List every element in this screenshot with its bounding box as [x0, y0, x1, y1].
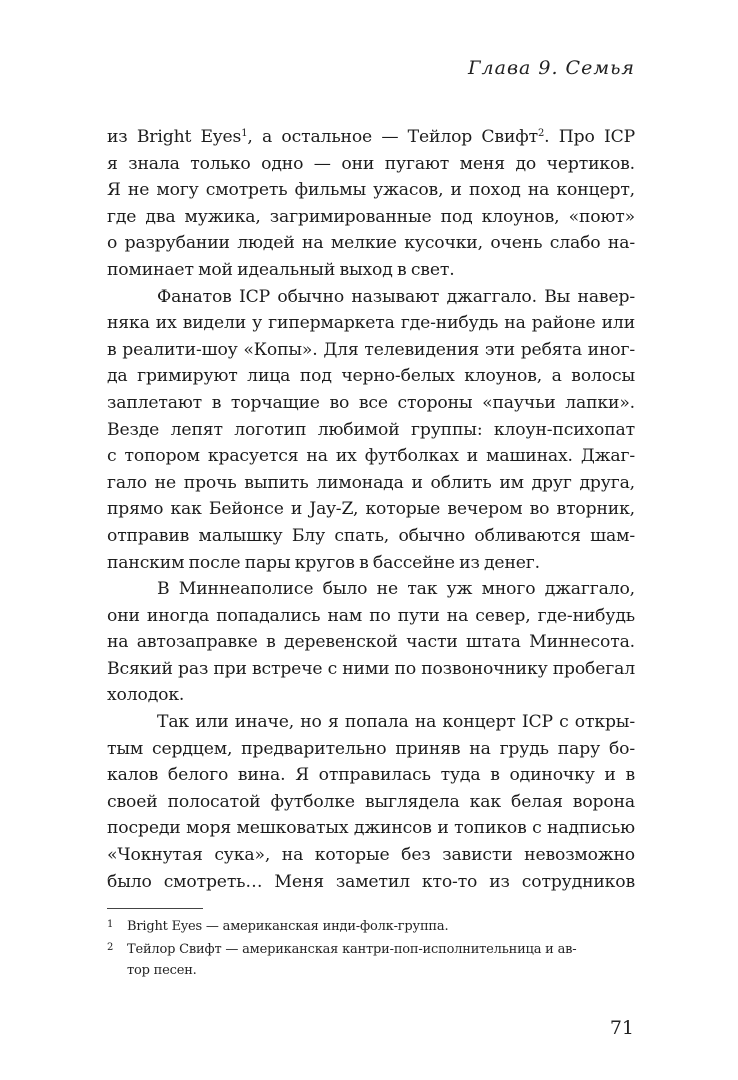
text-line: о разрубании людей на мелкие кусочки, очень слабо на- [107, 233, 635, 254]
paragraph-start-line: Фанатов ICP обычно называют джаггало. Вы навер- [157, 286, 635, 307]
text-line: гало не прочь выпить лимонада и облить им друг друга, [107, 472, 635, 493]
paragraph-start-line: В Миннеаполисе было не так уж много джаггало, [157, 579, 635, 600]
text-line: няка их видели у гипермаркета где-нибудь на районе или [107, 313, 635, 334]
text-line: Всякий раз при встрече с ними по позвоночнику пробегал [107, 658, 635, 679]
running-header: Глава 9. Семья [467, 57, 635, 79]
text-line: заплетают в торчащие во все стороны «паучьи лапки». [107, 392, 635, 413]
text-fragment: , а остальное — Тейлор Свифт [247, 127, 538, 147]
text-line: я знала только одно — они пугают меня до чертиков. [107, 153, 635, 174]
footnotes [107, 914, 635, 981]
footnote-ref-2[interactable]: 2 [537, 128, 545, 139]
text-line: тым сердцем, предварительно приняв на грудь пару бо- [107, 738, 635, 759]
footnote-number: 1 [107, 919, 114, 930]
text-line: было смотреть… Меня заметил кто-то из сотрудников [107, 871, 635, 892]
text-line: калов белого вина. Я отправилась туда в одиночку и в [107, 765, 635, 786]
text-line: прямо как Бейонсе и Jay-Z, которые вечером во вторник, [107, 499, 635, 520]
text-fragment: . Про ICP [544, 127, 635, 147]
text-line: да гримируют лица под черно-белых клоунов, а волосы [107, 366, 635, 387]
footnote-continuation: тор песен. [127, 963, 197, 978]
text-line: своей полосатой футболке выглядела как белая ворона [107, 791, 635, 812]
paragraph-start-line: Так или иначе, но я попала на концерт ICP с откры- [157, 712, 635, 733]
text-line: они иногда попадались нам по пути на север, где-нибудь [107, 605, 635, 626]
text-line: где два мужика, загримированные под клоунов, «поют» [107, 206, 635, 227]
text-line: холодок. [107, 685, 185, 706]
footnote [107, 914, 635, 937]
text-line: Я не могу смотреть фильмы ужасов, и поход на концерт, [107, 180, 635, 201]
footnote-ref-1[interactable]: 1 [241, 128, 248, 139]
text-line: отправив малышку Блу спать, обычно обливаются шам- [107, 525, 635, 546]
text-line: поминает мой идеальный выход в свет. [107, 259, 455, 280]
footnote [107, 937, 635, 960]
page-number: 71 [609, 1017, 634, 1039]
footnote-number: 2 [107, 942, 114, 953]
text-line: в реалити-шоу «Копы». Для телевидения эти ребята иног- [107, 339, 635, 360]
text-line: посреди моря мешковатых джинсов и топиков с надписью [107, 818, 635, 839]
text-line [107, 124, 635, 151]
text-line: панским после пары кругов в бассейне из денег. [107, 552, 540, 573]
text-line: Везде лепят логотип любимой группы: клоун-психопат [107, 419, 635, 440]
footnote-text: Bright Eyes — американская инди-фолк-группа. [127, 919, 449, 934]
body-text [107, 124, 635, 895]
text-line: с топором красуется на их футболках и машинах. Джаг- [107, 446, 635, 467]
text-line: «Чокнутая сука», на которые без зависти невозможно [107, 845, 635, 866]
text-line: на автозаправке в деревенской части штата Миннесота. [107, 632, 635, 653]
footnote-divider [107, 908, 203, 909]
footnote-text: Тейлор Свифт — американская кантри-поп-исполнительница и ав- [127, 942, 577, 957]
text-fragment: из Bright Eyes [107, 127, 242, 147]
